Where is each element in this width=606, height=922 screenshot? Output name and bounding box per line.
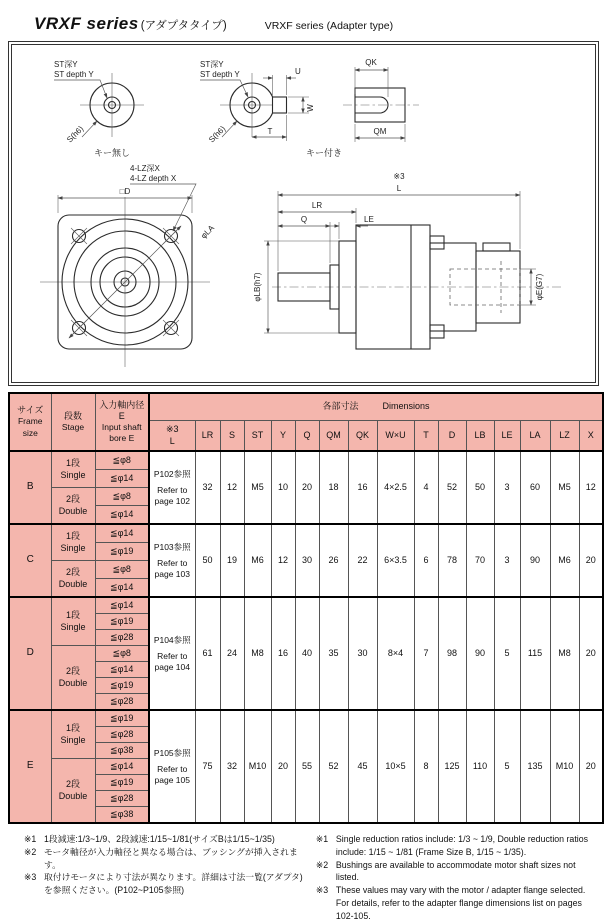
dim-value-cell: 10×5: [377, 710, 414, 823]
dim-value-cell: 75: [195, 710, 220, 823]
bore-cell: ≦φ14: [95, 579, 149, 598]
dim-value-cell: 90: [520, 524, 550, 597]
bore-cell: ≦φ19: [95, 543, 149, 561]
dim-u-label: U: [295, 67, 301, 76]
dim-value-cell: 50: [195, 524, 220, 597]
dim-value-cell: 61: [195, 597, 220, 710]
dim-value-cell: 20: [295, 451, 319, 524]
header-col: QM: [319, 421, 348, 452]
header-col: LE: [494, 421, 520, 452]
bore-cell: ≦φ14: [95, 470, 149, 488]
dim-value-cell: 3: [494, 524, 520, 597]
keyed-caption: キー付き: [305, 148, 343, 158]
bore-cell: ≦φ14: [95, 662, 149, 678]
dim-value-cell: 32: [220, 710, 244, 823]
stage-cell: 2段 Double: [51, 759, 95, 824]
footnote-text: Single reduction ratios include: 1/3 ~ 1/9, Double reduction ratios include: 1/15 ~ 1/81 (Frame Size B, 1/15 ~ 1/35).: [335, 834, 589, 857]
footnote-marker: ※1: [315, 834, 329, 844]
dim-value-cell: 60: [520, 451, 550, 524]
dim-value-cell: M8: [550, 597, 579, 710]
dim-value-cell: 78: [438, 524, 466, 597]
lz-label-jp: 4-LZ深X: [130, 164, 160, 173]
dim-lr-label: LR: [311, 201, 323, 210]
dim-value-cell: M6: [550, 524, 579, 597]
frame-size: E: [9, 710, 51, 823]
dim-value-cell: 24: [220, 597, 244, 710]
dim-value-cell: 12: [271, 524, 295, 597]
dim-value-cell: M6: [244, 524, 271, 597]
header-col: T: [414, 421, 438, 452]
dim-value-cell: M5: [550, 451, 579, 524]
dim-value-cell: M10: [550, 710, 579, 823]
bore-cell: ≦φ28: [95, 791, 149, 807]
st-depth-label-jp: ST深Y: [200, 60, 224, 69]
frame-group-C: [9, 524, 603, 597]
bore-cell: ≦φ8: [95, 451, 149, 470]
header-col: LA: [520, 421, 550, 452]
dim-value-cell: M5: [244, 451, 271, 524]
header-col: LR: [195, 421, 220, 452]
bore-cell: ≦φ19: [95, 678, 149, 694]
dim-value-cell: 6×3.5: [377, 524, 414, 597]
dim-value-cell: 4: [414, 451, 438, 524]
frame-size: B: [9, 451, 51, 524]
dim-value-cell: 22: [348, 524, 377, 597]
dim-value-cell: 98: [438, 597, 466, 710]
footnotes-japanese: [24, 833, 308, 922]
dim-d-label: □D: [119, 187, 131, 196]
dim-value-cell: 90: [466, 597, 494, 710]
bore-cell: ≦φ19: [95, 710, 149, 727]
gearbox-side-view: [253, 172, 564, 349]
header-col: ST: [244, 421, 271, 452]
footnote-marker: ※2: [24, 846, 37, 857]
dim-value-cell: 8×4: [377, 597, 414, 710]
dim-le-label: LE: [364, 215, 374, 224]
footnote-marker: ※2: [315, 859, 329, 870]
dim-value-cell: 70: [466, 524, 494, 597]
dim-value-cell: 20: [579, 524, 603, 597]
stage-cell: 1段 Single: [51, 597, 95, 646]
dim-l-note: ※3: [393, 172, 405, 181]
header-frame-size: サイズ Frame size: [9, 393, 51, 451]
frame-size: D: [9, 597, 51, 710]
st-depth-label-jp: ST深Y: [54, 60, 78, 69]
dim-value-cell: 18: [319, 451, 348, 524]
footnote-text: 1段減速:1/3~1/9、2段減速:1/15~1/81(サイズBは1/15~1/35): [44, 834, 275, 844]
bore-cell: ≦φ8: [95, 646, 149, 662]
header-col: Y: [271, 421, 295, 452]
header-col: LZ: [550, 421, 579, 452]
keyless-shaft-section: [54, 60, 144, 158]
header-stage: 段数 Stage: [51, 393, 95, 451]
series-title-en: VRXF series (Adapter type): [264, 20, 394, 32]
dim-w-label: W: [306, 104, 315, 112]
frame-group-E: [9, 710, 603, 823]
header-col: QK: [348, 421, 377, 452]
dim-qk-label: QK: [365, 58, 377, 67]
dim-value-cell: 45: [348, 710, 377, 823]
stage-cell: 1段 Single: [51, 524, 95, 561]
dim-value-cell: 110: [466, 710, 494, 823]
bore-cell: ≦φ14: [95, 524, 149, 543]
dim-value-cell: 135: [520, 710, 550, 823]
bore-cell: ≦φ19: [95, 775, 149, 791]
footnote-text: 取付けモータにより寸法が異なります。詳細は寸法一覧(アダプタ)を参照ください。(P102~P105参照): [44, 872, 303, 895]
header-col: S: [220, 421, 244, 452]
header-col: W×U: [377, 421, 414, 452]
dim-value-cell: M8: [244, 597, 271, 710]
dim-value-cell: 12: [220, 451, 244, 524]
header-col: D: [438, 421, 466, 452]
dim-value-cell: 52: [319, 710, 348, 823]
dim-value-cell: 30: [348, 597, 377, 710]
dim-value-cell: 5: [494, 597, 520, 710]
footnote-text: モータ軸径が入力軸径と異なる場合は、ブッシングが挿入されます。: [44, 846, 298, 870]
footnote-marker: ※3: [24, 872, 37, 883]
flange-front-view: [40, 164, 216, 367]
dim-value-cell: 50: [466, 451, 494, 524]
st-depth-label-en: ST depth Y: [200, 70, 240, 79]
st-depth-label-en: ST depth Y: [54, 70, 94, 79]
header-input-bore: 入力軸内径 E Input shaft bore E: [95, 393, 149, 451]
dim-value-cell: 16: [348, 451, 377, 524]
dim-value-cell: 35: [319, 597, 348, 710]
bore-cell: ≦φ8: [95, 561, 149, 579]
l-ref-cell: P105参照 Refer to page 105: [149, 710, 195, 823]
frame-group-B: [9, 451, 603, 524]
footnotes: [24, 833, 594, 922]
frame-size: C: [9, 524, 51, 597]
stage-cell: 1段 Single: [51, 710, 95, 759]
dim-value-cell: 52: [438, 451, 466, 524]
dim-value-cell: 115: [520, 597, 550, 710]
dim-value-cell: 7: [414, 597, 438, 710]
keyless-caption: キー無し: [93, 148, 131, 158]
dim-qm-label: QM: [373, 127, 387, 136]
dim-q-label: Q: [300, 215, 308, 224]
bore-cell: ≦φ38: [95, 743, 149, 759]
header-dimensions: 各部寸法 Dimensions: [149, 393, 603, 421]
page-title: [34, 14, 598, 34]
footnote-marker: ※1: [24, 834, 37, 844]
lz-label-en: 4-LZ depth X: [130, 174, 177, 183]
stage-cell: 2段 Double: [51, 561, 95, 598]
footnote-text: These values may vary with the motor / adapter flange selected. For details, refer to the adapter flange dimensions list on pages 102-105.: [335, 885, 586, 921]
bore-cell: ≦φ28: [95, 727, 149, 743]
series-title-jp: (アダプタタイプ): [140, 20, 227, 32]
dim-value-cell: 3: [494, 451, 520, 524]
dim-value-cell: 20: [271, 710, 295, 823]
header-col: Q: [295, 421, 319, 452]
stage-cell: 2段 Double: [51, 646, 95, 711]
l-ref-cell: P102参照 Refer to page 102: [149, 451, 195, 524]
dimensions-table: [8, 392, 604, 824]
dim-l-label: L: [396, 184, 402, 193]
bore-cell: ≦φ38: [95, 807, 149, 824]
dim-value-cell: 125: [438, 710, 466, 823]
footnote-text: Bushings are available to accommodate motor shaft sizes not listed.: [335, 859, 576, 883]
dim-value-cell: 20: [579, 710, 603, 823]
dim-value-cell: 16: [271, 597, 295, 710]
dim-value-cell: 30: [295, 524, 319, 597]
l-ref-cell: P104参照 Refer to page 104: [149, 597, 195, 710]
shaft-dia-label: S(h6): [207, 124, 228, 145]
header-col-l: ※3 L: [149, 421, 195, 452]
shaft-side-view: [343, 58, 419, 142]
dim-value-cell: 20: [579, 597, 603, 710]
dim-lb-label: φLB(h7): [253, 272, 262, 302]
l-ref-cell: P103参照 Refer to page 103: [149, 524, 195, 597]
dim-value-cell: 10: [271, 451, 295, 524]
series-title: VRXF series: [34, 14, 139, 33]
bore-cell: ≦φ28: [95, 630, 149, 646]
stage-cell: 2段 Double: [51, 488, 95, 525]
bore-cell: ≦φ28: [95, 694, 149, 711]
footnotes-english: [316, 833, 594, 922]
dim-value-cell: 32: [195, 451, 220, 524]
dim-value-cell: M10: [244, 710, 271, 823]
bore-cell: ≦φ19: [95, 614, 149, 630]
dim-value-cell: 12: [579, 451, 603, 524]
frame-group-D: [9, 597, 603, 710]
bore-cell: ≦φ8: [95, 488, 149, 506]
dim-value-cell: 8: [414, 710, 438, 823]
bore-cell: ≦φ14: [95, 597, 149, 614]
header-col: X: [579, 421, 603, 452]
bore-cell: ≦φ14: [95, 759, 149, 775]
dim-value-cell: 6: [414, 524, 438, 597]
dim-value-cell: 19: [220, 524, 244, 597]
dim-value-cell: 55: [295, 710, 319, 823]
technical-drawing: [12, 45, 596, 382]
footnote-marker: ※3: [315, 885, 329, 895]
dim-value-cell: 5: [494, 710, 520, 823]
shaft-dia-label: S(h6): [65, 124, 86, 145]
bore-cell: ≦φ14: [95, 506, 149, 525]
dim-value-cell: 4×2.5: [377, 451, 414, 524]
stage-cell: 1段 Single: [51, 451, 95, 488]
keyed-shaft-section: [200, 60, 342, 158]
drawing-box: [8, 41, 599, 386]
dim-e-label: φE(G7): [535, 273, 544, 301]
header-col: LB: [466, 421, 494, 452]
dim-t-label: T: [267, 127, 273, 136]
dim-la-label: φLA: [199, 223, 217, 241]
dim-value-cell: 40: [295, 597, 319, 710]
dim-value-cell: 26: [319, 524, 348, 597]
